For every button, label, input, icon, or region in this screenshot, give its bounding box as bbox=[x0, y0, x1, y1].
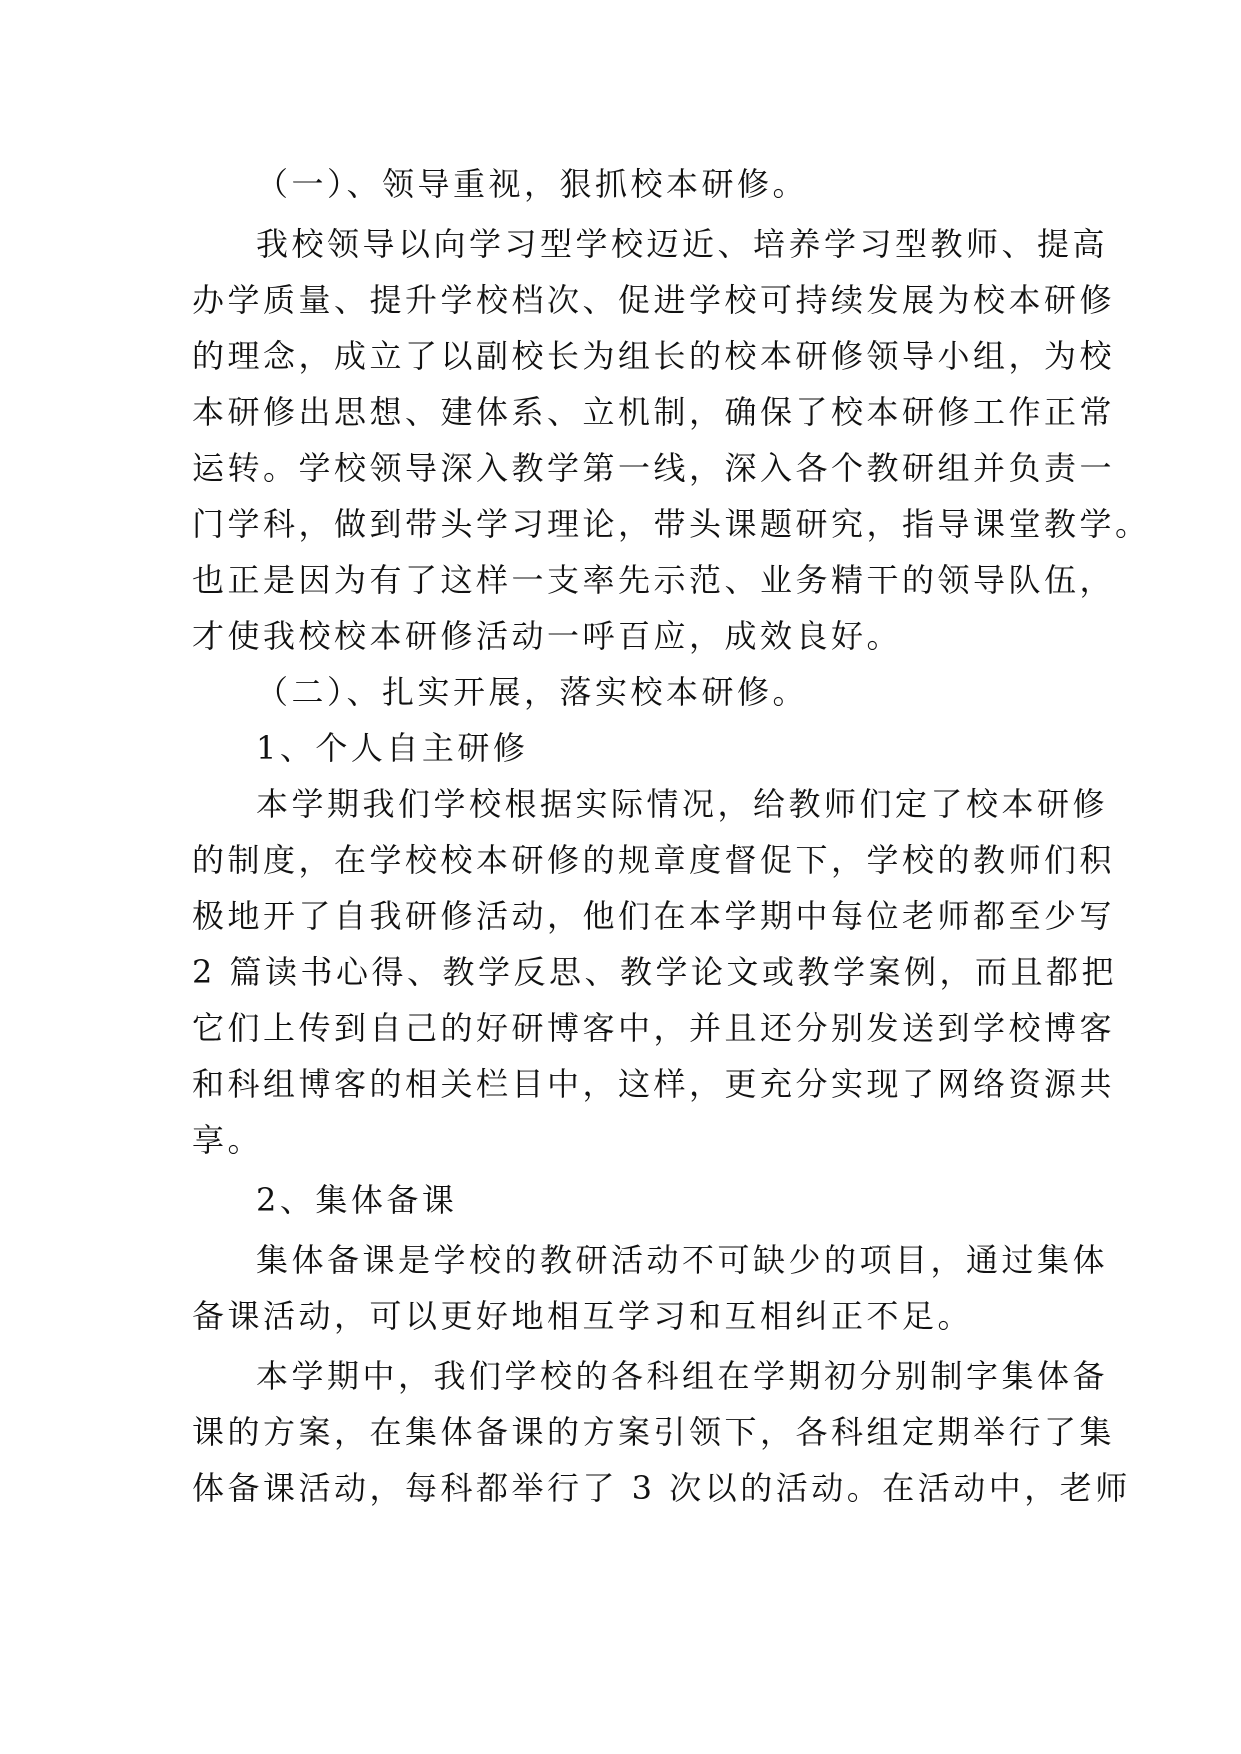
paragraph-line: 也正是因为有了这样一支率先示范、业务精干的领导队伍， bbox=[192, 561, 1116, 599]
paragraph-line: 我校领导以向学习型学校迈近、培养学习型教师、提高 bbox=[256, 225, 1109, 263]
heading-1: （一）、领导重视，狠抓校本研修。 bbox=[256, 165, 809, 203]
heading-2: （二）、扎实开展，落实校本研修。 bbox=[256, 673, 809, 711]
subheading-1: 1、个人自主研修 bbox=[256, 729, 529, 767]
paragraph-line: 备课活动，可以更好地相互学习和互相纠正不足。 bbox=[192, 1297, 974, 1335]
paragraph-line: 享。 bbox=[192, 1121, 264, 1159]
paragraph-line: 和科组博客的相关栏目中，这样，更充分实现了网络资源共 bbox=[192, 1065, 1116, 1103]
paragraph-line: 本研修出思想、建体系、立机制，确保了校本研修工作正常 bbox=[192, 393, 1116, 431]
paragraph-line: 课的方案，在集体备课的方案引领下，各科组定期举行了集 bbox=[192, 1413, 1116, 1451]
paragraph-line: 本学期中，我们学校的各科组在学期初分别制字集体备 bbox=[256, 1357, 1109, 1395]
paragraph-line: 本学期我们学校根据实际情况，给教师们定了校本研修 bbox=[256, 785, 1109, 823]
paragraph-line: 的制度，在学校校本研修的规章度督促下，学校的教师们积 bbox=[192, 841, 1116, 879]
subheading-2: 2、集体备课 bbox=[256, 1181, 458, 1219]
paragraph-line: 门学科，做到带头学习理论，带头课题研究，指导课堂教学。 bbox=[192, 505, 1151, 543]
paragraph-line: 办学质量、提升学校档次、促进学校可持续发展为校本研修 bbox=[192, 281, 1116, 319]
paragraph-line: 才使我校校本研修活动一呼百应，成效良好。 bbox=[192, 617, 903, 655]
paragraph-line: 它们上传到自己的好研博客中，并且还分别发送到学校博客 bbox=[192, 1009, 1116, 1047]
paragraph-line: 的理念，成立了以副校长为组长的校本研修领导小组，为校 bbox=[192, 337, 1116, 375]
paragraph-line: 集体备课是学校的教研活动不可缺少的项目，通过集体 bbox=[256, 1241, 1109, 1279]
paragraph-line: 体备课活动，每科都举行了 3 次以的活动。在活动中，老师 bbox=[192, 1469, 1131, 1507]
paragraph-line: 极地开了自我研修活动，他们在本学期中每位老师都至少写 bbox=[192, 897, 1116, 935]
paragraph-line: 运转。学校领导深入教学第一线，深入各个教研组并负责一 bbox=[192, 449, 1116, 487]
paragraph-line: 2 篇读书心得、教学反思、教学论文或教学案例，而且都把 bbox=[192, 953, 1118, 991]
